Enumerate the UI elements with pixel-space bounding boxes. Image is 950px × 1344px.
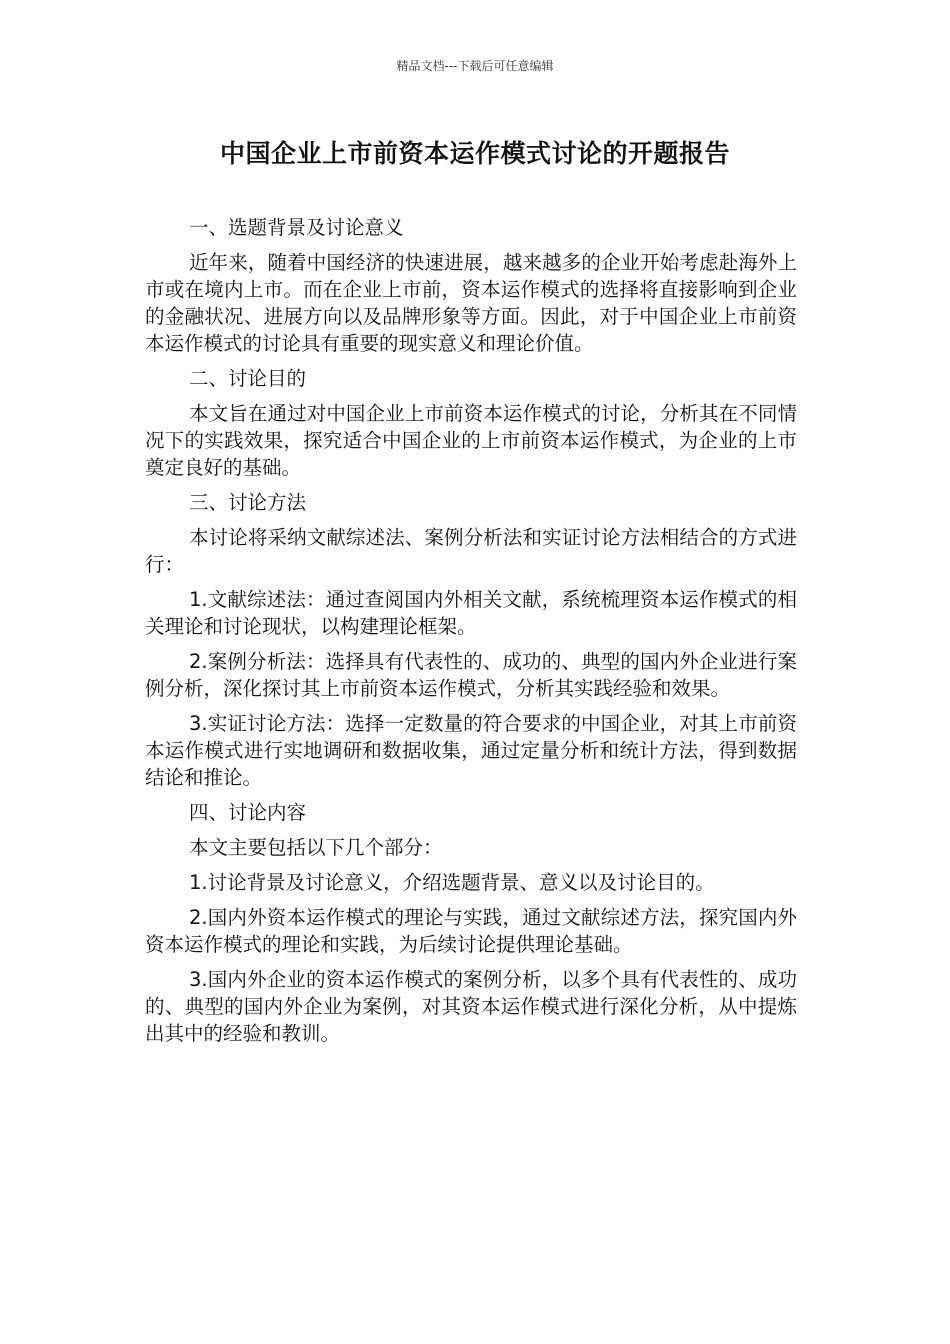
- paragraph-method-empirical: 3.实证讨论方法：选择一定数量的符合要求的中国企业，对其上市前资本运作模式进行实地调研和数据收集，通过定量分析和统计方法，得到数据结论和推论。: [145, 712, 797, 789]
- document-body: [145, 214, 797, 1055]
- document-title: 中国企业上市前资本运作模式讨论的开题报告: [219, 139, 730, 168]
- paragraph-content-item-3: 3.国内外企业的资本运作模式的案例分析，以多个具有代表性的、成功的、典型的国内外企业为案例，对其资本运作模式进行深化分析，从中提炼出其中的经验和教训。: [145, 968, 797, 1045]
- paragraph-purpose: 本文旨在通过对中国企业上市前资本运作模式的讨论，分析其在不同情况下的实践效果，探究适合中国企业的上市前资本运作模式，为企业的上市奠定良好的基础。: [145, 402, 797, 479]
- paragraph-method-case: 2.案例分析法：选择具有代表性的、成功的、典型的国内外企业进行案例分析，深化探讨其上市前资本运作模式，分析其实践经验和效果。: [145, 650, 797, 700]
- paragraph-content-item-2: 2.国内外资本运作模式的理论与实践，通过文献综述方法，探究国内外资本运作模式的理论和实践，为后续讨论提供理论基础。: [145, 906, 797, 956]
- paragraph-background: 近年来，随着中国经济的快速进展，越来越多的企业开始考虑赴海外上市或在境内上市。而在企业上市前，资本运作模式的选择将直接影响到企业的金融状况、进展方向以及品牌形象等方面。因此，对于中国企业上市前资本运作模式的讨论具有重要的现实意义和理论价值。: [145, 251, 797, 355]
- paragraph-content-intro: 本文主要包括以下几个部分：: [189, 836, 443, 859]
- paragraph-method-literature: 1.文献综述法：通过查阅国内外相关文献，系统梳理资本运作模式的相关理论和讨论现状，以构建理论框架。: [145, 588, 797, 638]
- section-heading-purpose: 二、讨论目的: [189, 367, 307, 390]
- page-header: 精品文档---下载后可任意编辑: [396, 59, 554, 73]
- paragraph-methods-intro: 本讨论将采纳文献综述法、案例分析法和实证讨论方法相结合的方式进行：: [145, 526, 797, 576]
- section-heading-methods: 三、讨论方法: [189, 491, 307, 514]
- paragraph-content-item-1: 1.讨论背景及讨论意义，介绍选题背景、意义以及讨论目的。: [189, 871, 715, 894]
- section-heading-content: 四、讨论内容: [189, 801, 307, 824]
- section-heading-background: 一、选题背景及讨论意义: [189, 216, 404, 239]
